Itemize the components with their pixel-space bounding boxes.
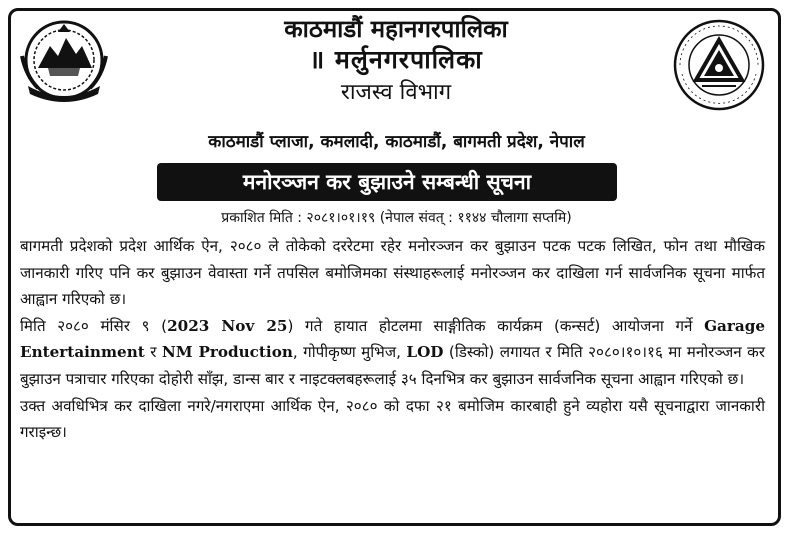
nepal-emblem-icon xyxy=(18,16,110,106)
para2-segment: (डिस्को) लगायत र मिति २०८०।१०।१६ मा मनोरञ्जन कर बुझाउन पत्राचार गरिएका दोहोरी साँझ, डान्स बार र नाइटक्लबहरूलाई ३५ दिनभित्र कर बुझाउन सार्वजनिक सूचना आह्वान गरिएको छ। xyxy=(20,343,765,388)
office-name-script: ॥ मर्लुनगरपालिका xyxy=(309,45,483,74)
office-name: काठमाडौं महानगरपालिका xyxy=(284,15,508,43)
department-name: राजस्व विभाग xyxy=(340,80,452,105)
event-date-en: 2023 Nov 25 xyxy=(167,316,288,335)
paragraph-3: उक्त अवधिभित्र कर दाखिला नगरे/नगराएमा आर्थिक ऐन, २०८० को दफा २१ बमोजिम कारबाही हुने व्यहोरा यसै सूचनाद्वारा जानकारी गराइन्छ। xyxy=(20,396,765,442)
org-nm-production: NM Production xyxy=(161,343,293,362)
notice-body xyxy=(20,233,765,446)
office-address: काठमाडौं प्लाजा, कमलादी, काठमाडौं, बागमती प्रदेश, नेपाल xyxy=(208,132,585,152)
kmc-seal-icon xyxy=(672,18,766,112)
para2-segment: र xyxy=(144,343,162,362)
paragraph-1: बागमती प्रदेशको प्रदेश आर्थिक ऐन, २०८० ले तोकेको दररेटमा रहेर मनोरञ्जन कर बुझाउन पटक पटक लिखित, फोन तथा मौखिक जानकारी गरिए पनि कर बुझाउन वेवास्ता गर्ने तपसिल बमोजिमका संस्थाहरूलाई मनोरञ्जन कर दाखिला गर्न सार्वजनिक सूचना मार्फत आह्वान गरिएको छ। xyxy=(20,237,765,309)
para2-segment: ) गते हायात होटलमा साङ्गीतिक कार्यक्रम (कन्सर्ट) आयोजना गर्ने xyxy=(287,316,705,335)
org-garage-entertainment: Garage Entertainment xyxy=(20,316,765,362)
org-lod: LOD xyxy=(406,343,444,362)
para2-segment: मिति २०८० मंसिर ९ ( xyxy=(20,316,168,335)
notice-title: मनोरञ्जन कर बुझाउने सम्बन्धी सूचना xyxy=(157,163,617,201)
para2-segment: , गोपीकृष्ण मुभिज, xyxy=(292,343,407,362)
published-date: प्रकाशित मिति : २०८१।०१।१९ (नेपाल संवत् : ११४४ चौलागा सप्तमि) xyxy=(221,210,572,226)
paragraph-2 xyxy=(20,313,765,393)
letterhead xyxy=(120,14,672,108)
